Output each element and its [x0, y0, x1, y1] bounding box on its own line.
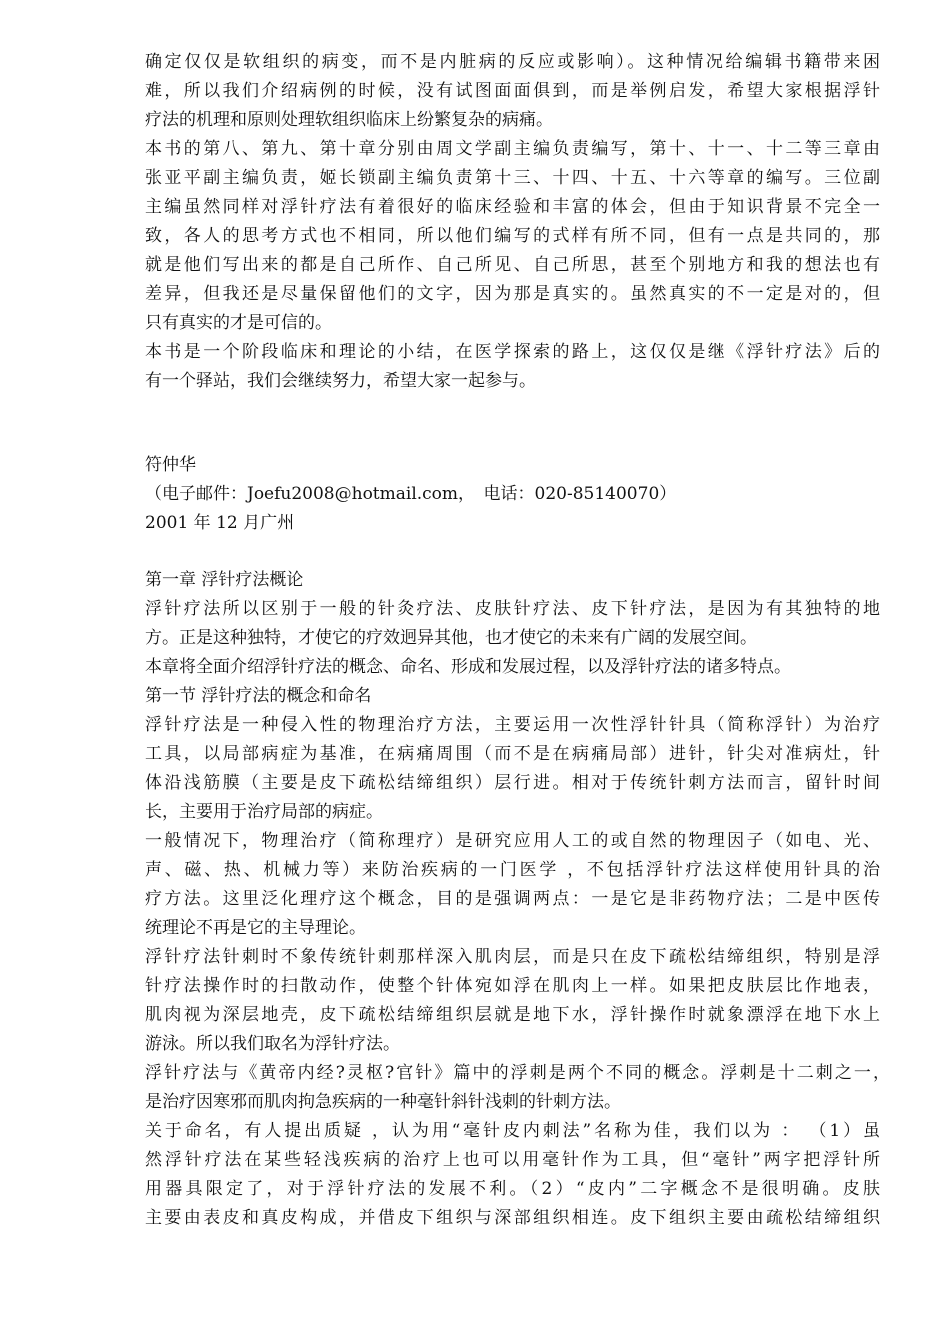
text-line: 用器具限定了，对于浮针疗法的发展不利。（2）“皮内”二字概念不是很明确。皮肤 [145, 1179, 880, 1199]
text-line: 方。正是这种独特，才使它的疗效迥异其他，也才使它的未来有广阔的发展空间。 [145, 628, 757, 648]
author-contact: （电子邮件：Joefu2008@hotmail.com， 电话：020-85140070） [145, 484, 677, 504]
text-line: 浮针疗法所以区别于一般的针灸疗法、皮肤针疗法、皮下针疗法，是因为有其独特的地 [145, 599, 880, 619]
text-line: 游泳。所以我们取名为浮针疗法。 [145, 1034, 400, 1054]
text-line: 浮针疗法针刺时不象传统针刺那样深入肌肉层，而是只在皮下疏松结缔组织，特别是浮 [145, 947, 880, 967]
paragraph [145, 48, 880, 135]
text-line: 浮针疗法是一种侵入性的物理治疗方法，主要运用一次性浮针针具（简称浮针）为治疗 [145, 715, 880, 735]
text-line: 长，主要用于治疗局部的病症。 [145, 802, 383, 822]
paragraph [145, 135, 880, 338]
text-line: 是治疗因寒邪而肌肉拘急疾病的一种毫针斜针浅刺的针刺方法。 [145, 1092, 621, 1112]
signature-date-place: 2001 年 12 月广州 [145, 513, 295, 533]
text-line: 工具，以局部病症为基准，在病痛周围（而不是在病痛局部）进针，针尖对准病灶，针 [145, 744, 880, 764]
text-line: 本章将全面介绍浮针疗法的概念、命名、形成和发展过程，以及浮针疗法的诸多特点。 [145, 657, 791, 677]
text-line: 声、磁、热、机械力等）来防治疾病的一门医学 ，不包括浮针疗法这样使用针具的治 [145, 860, 880, 880]
paragraph [145, 338, 880, 396]
section-title: 第一节 浮针疗法的概念和命名 [145, 686, 372, 706]
text-line: 就是他们写出来的都是自己所作、自己所见、自己所思，甚至个别地方和我的想法也有 [145, 255, 880, 275]
text-line: 统理论不再是它的主导理论。 [145, 918, 366, 938]
text-line: 主要由表皮和真皮构成，并借皮下组织与深部组织相连。皮下组织主要由疏松结缔组织 [145, 1208, 880, 1228]
text-line: 肌肉视为深层地壳，皮下疏松结缔组织层就是地下水，浮针操作时就象漂浮在地下水上 [145, 1005, 880, 1025]
text-line: 针疗法操作时的扫散动作，使整个针体宛如浮在肌肉上一样。如果把皮肤层比作地表， [145, 976, 880, 996]
text-line: 差异，但我还是尽量保留他们的文字，因为那是真实的。虽然真实的不一定是对的，但 [145, 284, 880, 304]
chapter-title: 第一章 浮针疗法概论 [145, 570, 304, 590]
text-line: 体沿浅筋膜（主要是皮下疏松结缔组织）层行进。相对于传统针刺方法而言，留针时间 [145, 773, 880, 793]
text-line: 致，各人的思考方式也不相同，所以他们编写的式样有所不同，但有一点是共同的，那 [145, 226, 880, 246]
text-line: 本书是一个阶段临床和理论的小结，在医学探索的路上，这仅仅是继《浮针疗法》后的 [145, 342, 880, 362]
text-line: 只有真实的才是可信的。 [145, 313, 332, 333]
paragraph [145, 711, 880, 827]
paragraph [145, 1059, 890, 1117]
preface-text [145, 48, 880, 396]
text-line: 浮针疗法与《黄帝内经?灵枢?官针》篇中的浮刺是两个不同的概念。浮刺是十二刺之一， [145, 1063, 890, 1083]
author-name: 符仲华 [145, 455, 196, 475]
text-line: 难，所以我们介绍病例的时候，没有试图面面俱到，而是举例启发，希望大家根据浮针 [145, 81, 880, 101]
text-line: 然浮针疗法在某些轻浅疾病的治疗上也可以用毫针作为工具，但“毫针”两字把浮针所 [145, 1150, 880, 1170]
paragraph [145, 1117, 880, 1233]
text-line: 关于命名，有人提出质疑 ，认为用“毫针皮内刺法”名称为佳，我们以为 ： （1）虽 [145, 1121, 880, 1141]
text-line: 一般情况下，物理治疗（简称理疗）是研究应用人工的或自然的物理因子（如电、光、 [145, 831, 880, 851]
paragraph [145, 943, 880, 1059]
text-line: 疗法的机理和原则处理软组织临床上纷繁复杂的病痛。 [145, 110, 553, 130]
signature-block [145, 451, 880, 538]
chapter-one [145, 566, 890, 1233]
text-line: 疗方法。这里泛化理疗这个概念，目的是强调两点：一是它是非药物疗法；二是中医传 [145, 889, 880, 909]
text-line: 有一个驿站，我们会继续努力，希望大家一起参与。 [145, 371, 536, 391]
text-line: 确定仅仅是软组织的病变，而不是内脏病的反应或影响）。这种情况给编辑书籍带来困 [145, 52, 880, 72]
paragraph [145, 595, 880, 653]
text-line: 主编虽然同样对浮针疗法有着很好的临床经验和丰富的体会，但由于知识背景不完全一 [145, 197, 880, 217]
text-line: 本书的第八、第九、第十章分别由周文学副主编负责编写，第十、十一、十二等三章由 [145, 139, 880, 159]
paragraph [145, 827, 880, 943]
paragraph [145, 653, 880, 682]
text-line: 张亚平副主编负责，姬长锁副主编负责第十三、十四、十五、十六等章的编写。三位副 [145, 168, 880, 188]
